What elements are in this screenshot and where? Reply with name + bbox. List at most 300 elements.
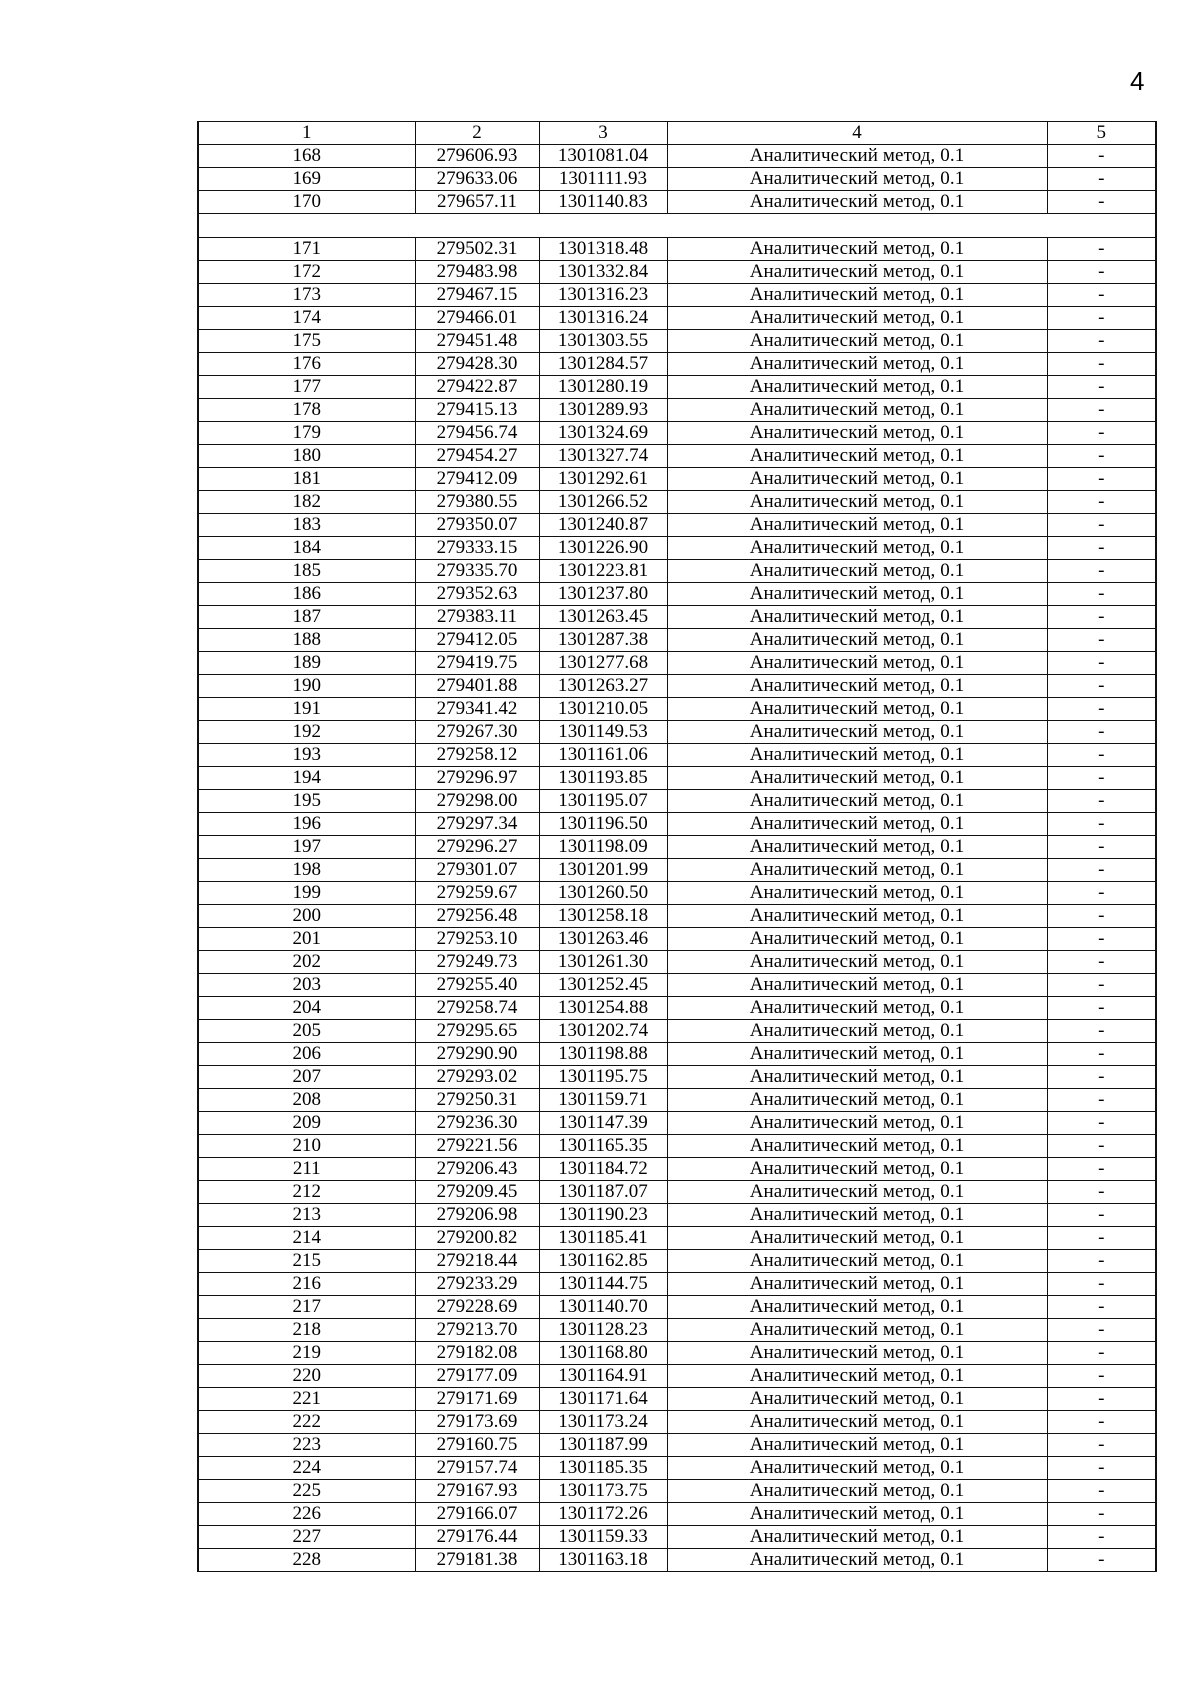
y-coordinate-cell: 1301184.72 bbox=[539, 1158, 667, 1181]
x-coordinate-cell: 279466.01 bbox=[415, 307, 539, 330]
y-coordinate-cell: 1301195.07 bbox=[539, 790, 667, 813]
note-cell: - bbox=[1047, 882, 1156, 905]
note-cell: - bbox=[1047, 514, 1156, 537]
point-number-cell: 217 bbox=[198, 1296, 415, 1319]
note-cell: - bbox=[1047, 606, 1156, 629]
method-cell: Аналитический метод, 0.1 bbox=[667, 1526, 1047, 1549]
x-coordinate-cell: 279428.30 bbox=[415, 353, 539, 376]
coordinates-table bbox=[197, 121, 1157, 1572]
x-coordinate-cell: 279258.12 bbox=[415, 744, 539, 767]
point-number-cell: 201 bbox=[198, 928, 415, 951]
point-number-cell: 216 bbox=[198, 1273, 415, 1296]
table-row bbox=[198, 859, 1156, 882]
point-number-cell: 195 bbox=[198, 790, 415, 813]
x-coordinate-cell: 279160.75 bbox=[415, 1434, 539, 1457]
point-number-cell: 200 bbox=[198, 905, 415, 928]
point-number-cell: 202 bbox=[198, 951, 415, 974]
note-cell: - bbox=[1047, 928, 1156, 951]
table-row bbox=[198, 1480, 1156, 1503]
x-coordinate-cell: 279335.70 bbox=[415, 560, 539, 583]
table-row bbox=[198, 1434, 1156, 1457]
point-number-cell: 170 bbox=[198, 191, 415, 214]
point-number-cell: 193 bbox=[198, 744, 415, 767]
method-cell: Аналитический метод, 0.1 bbox=[667, 974, 1047, 997]
method-cell: Аналитический метод, 0.1 bbox=[667, 882, 1047, 905]
method-cell: Аналитический метод, 0.1 bbox=[667, 1089, 1047, 1112]
note-cell: - bbox=[1047, 1250, 1156, 1273]
table-row bbox=[198, 1089, 1156, 1112]
method-cell: Аналитический метод, 0.1 bbox=[667, 629, 1047, 652]
method-cell: Аналитический метод, 0.1 bbox=[667, 468, 1047, 491]
note-cell: - bbox=[1047, 1020, 1156, 1043]
note-cell: - bbox=[1047, 583, 1156, 606]
table-row bbox=[198, 168, 1156, 191]
point-number-cell: 219 bbox=[198, 1342, 415, 1365]
y-coordinate-cell: 1301159.71 bbox=[539, 1089, 667, 1112]
x-coordinate-cell: 279253.10 bbox=[415, 928, 539, 951]
header-cell: 3 bbox=[539, 122, 667, 145]
table-row bbox=[198, 537, 1156, 560]
note-cell: - bbox=[1047, 744, 1156, 767]
point-number-cell: 199 bbox=[198, 882, 415, 905]
point-number-cell: 175 bbox=[198, 330, 415, 353]
table-row bbox=[198, 284, 1156, 307]
point-number-cell: 209 bbox=[198, 1112, 415, 1135]
point-number-cell: 204 bbox=[198, 997, 415, 1020]
note-cell: - bbox=[1047, 1112, 1156, 1135]
table-row bbox=[198, 767, 1156, 790]
note-cell: - bbox=[1047, 1480, 1156, 1503]
x-coordinate-cell: 279250.31 bbox=[415, 1089, 539, 1112]
point-number-cell: 174 bbox=[198, 307, 415, 330]
point-number-cell: 221 bbox=[198, 1388, 415, 1411]
note-cell: - bbox=[1047, 261, 1156, 284]
x-coordinate-cell: 279422.87 bbox=[415, 376, 539, 399]
point-number-cell: 176 bbox=[198, 353, 415, 376]
method-cell: Аналитический метод, 0.1 bbox=[667, 261, 1047, 284]
x-coordinate-cell: 279182.08 bbox=[415, 1342, 539, 1365]
x-coordinate-cell: 279419.75 bbox=[415, 652, 539, 675]
x-coordinate-cell: 279415.13 bbox=[415, 399, 539, 422]
note-cell: - bbox=[1047, 537, 1156, 560]
point-number-cell: 227 bbox=[198, 1526, 415, 1549]
note-cell: - bbox=[1047, 560, 1156, 583]
note-cell: - bbox=[1047, 1388, 1156, 1411]
table-row bbox=[198, 1296, 1156, 1319]
method-cell: Аналитический метод, 0.1 bbox=[667, 514, 1047, 537]
note-cell: - bbox=[1047, 905, 1156, 928]
x-coordinate-cell: 279502.31 bbox=[415, 238, 539, 261]
table-row bbox=[198, 353, 1156, 376]
x-coordinate-cell: 279633.06 bbox=[415, 168, 539, 191]
table-row bbox=[198, 1181, 1156, 1204]
method-cell: Аналитический метод, 0.1 bbox=[667, 1043, 1047, 1066]
note-cell: - bbox=[1047, 1342, 1156, 1365]
point-number-cell: 220 bbox=[198, 1365, 415, 1388]
table-row bbox=[198, 652, 1156, 675]
y-coordinate-cell: 1301196.50 bbox=[539, 813, 667, 836]
point-number-cell: 194 bbox=[198, 767, 415, 790]
table-row bbox=[198, 1135, 1156, 1158]
point-number-cell: 168 bbox=[198, 145, 415, 168]
method-cell: Аналитический метод, 0.1 bbox=[667, 376, 1047, 399]
x-coordinate-cell: 279352.63 bbox=[415, 583, 539, 606]
y-coordinate-cell: 1301240.87 bbox=[539, 514, 667, 537]
note-cell: - bbox=[1047, 330, 1156, 353]
y-coordinate-cell: 1301185.41 bbox=[539, 1227, 667, 1250]
point-number-cell: 190 bbox=[198, 675, 415, 698]
table-row bbox=[198, 1250, 1156, 1273]
x-coordinate-cell: 279221.56 bbox=[415, 1135, 539, 1158]
x-coordinate-cell: 279255.40 bbox=[415, 974, 539, 997]
note-cell: - bbox=[1047, 491, 1156, 514]
note-cell: - bbox=[1047, 307, 1156, 330]
table-row bbox=[198, 1020, 1156, 1043]
note-cell: - bbox=[1047, 422, 1156, 445]
note-cell: - bbox=[1047, 1365, 1156, 1388]
y-coordinate-cell: 1301187.99 bbox=[539, 1434, 667, 1457]
y-coordinate-cell: 1301171.64 bbox=[539, 1388, 667, 1411]
x-coordinate-cell: 279380.55 bbox=[415, 491, 539, 514]
table-row bbox=[198, 1365, 1156, 1388]
table-row bbox=[198, 376, 1156, 399]
method-cell: Аналитический метод, 0.1 bbox=[667, 859, 1047, 882]
point-number-cell: 182 bbox=[198, 491, 415, 514]
table-row bbox=[198, 1227, 1156, 1250]
method-cell: Аналитический метод, 0.1 bbox=[667, 1503, 1047, 1526]
table-row bbox=[198, 836, 1156, 859]
point-number-cell: 184 bbox=[198, 537, 415, 560]
table-row bbox=[198, 583, 1156, 606]
note-cell: - bbox=[1047, 1181, 1156, 1204]
point-number-cell: 178 bbox=[198, 399, 415, 422]
x-coordinate-cell: 279176.44 bbox=[415, 1526, 539, 1549]
table-row bbox=[198, 744, 1156, 767]
y-coordinate-cell: 1301185.35 bbox=[539, 1457, 667, 1480]
method-cell: Аналитический метод, 0.1 bbox=[667, 284, 1047, 307]
method-cell: Аналитический метод, 0.1 bbox=[667, 1388, 1047, 1411]
x-coordinate-cell: 279206.98 bbox=[415, 1204, 539, 1227]
table-row bbox=[198, 1411, 1156, 1434]
x-coordinate-cell: 279350.07 bbox=[415, 514, 539, 537]
method-cell: Аналитический метод, 0.1 bbox=[667, 1411, 1047, 1434]
method-cell: Аналитический метод, 0.1 bbox=[667, 997, 1047, 1020]
note-cell: - bbox=[1047, 675, 1156, 698]
point-number-cell: 198 bbox=[198, 859, 415, 882]
table-row bbox=[198, 1112, 1156, 1135]
y-coordinate-cell: 1301111.93 bbox=[539, 168, 667, 191]
note-cell: - bbox=[1047, 1457, 1156, 1480]
table-header-row bbox=[198, 122, 1156, 145]
method-cell: Аналитический метод, 0.1 bbox=[667, 353, 1047, 376]
y-coordinate-cell: 1301163.18 bbox=[539, 1549, 667, 1572]
method-cell: Аналитический метод, 0.1 bbox=[667, 1342, 1047, 1365]
x-coordinate-cell: 279236.30 bbox=[415, 1112, 539, 1135]
method-cell: Аналитический метод, 0.1 bbox=[667, 790, 1047, 813]
note-cell: - bbox=[1047, 974, 1156, 997]
method-cell: Аналитический метод, 0.1 bbox=[667, 1273, 1047, 1296]
table-row bbox=[198, 974, 1156, 997]
method-cell: Аналитический метод, 0.1 bbox=[667, 1181, 1047, 1204]
method-cell: Аналитический метод, 0.1 bbox=[667, 1480, 1047, 1503]
point-number-cell: 207 bbox=[198, 1066, 415, 1089]
point-number-cell: 186 bbox=[198, 583, 415, 606]
y-coordinate-cell: 1301168.80 bbox=[539, 1342, 667, 1365]
y-coordinate-cell: 1301201.99 bbox=[539, 859, 667, 882]
method-cell: Аналитический метод, 0.1 bbox=[667, 168, 1047, 191]
table-row bbox=[198, 468, 1156, 491]
table-row bbox=[198, 1526, 1156, 1549]
table-row bbox=[198, 491, 1156, 514]
x-coordinate-cell: 279267.30 bbox=[415, 721, 539, 744]
x-coordinate-cell: 279173.69 bbox=[415, 1411, 539, 1434]
method-cell: Аналитический метод, 0.1 bbox=[667, 744, 1047, 767]
note-cell: - bbox=[1047, 1549, 1156, 1572]
y-coordinate-cell: 1301226.90 bbox=[539, 537, 667, 560]
y-coordinate-cell: 1301198.88 bbox=[539, 1043, 667, 1066]
y-coordinate-cell: 1301149.53 bbox=[539, 721, 667, 744]
note-cell: - bbox=[1047, 1273, 1156, 1296]
x-coordinate-cell: 279296.27 bbox=[415, 836, 539, 859]
y-coordinate-cell: 1301316.24 bbox=[539, 307, 667, 330]
point-number-cell: 191 bbox=[198, 698, 415, 721]
y-coordinate-cell: 1301258.18 bbox=[539, 905, 667, 928]
table-row bbox=[198, 445, 1156, 468]
x-coordinate-cell: 279333.15 bbox=[415, 537, 539, 560]
table-row bbox=[198, 790, 1156, 813]
x-coordinate-cell: 279298.00 bbox=[415, 790, 539, 813]
point-number-cell: 206 bbox=[198, 1043, 415, 1066]
note-cell: - bbox=[1047, 997, 1156, 1020]
table-row bbox=[198, 238, 1156, 261]
x-coordinate-cell: 279454.27 bbox=[415, 445, 539, 468]
table-row bbox=[198, 330, 1156, 353]
x-coordinate-cell: 279157.74 bbox=[415, 1457, 539, 1480]
y-coordinate-cell: 1301187.07 bbox=[539, 1181, 667, 1204]
table-row bbox=[198, 882, 1156, 905]
y-coordinate-cell: 1301202.74 bbox=[539, 1020, 667, 1043]
y-coordinate-cell: 1301287.38 bbox=[539, 629, 667, 652]
point-number-cell: 197 bbox=[198, 836, 415, 859]
y-coordinate-cell: 1301198.09 bbox=[539, 836, 667, 859]
method-cell: Аналитический метод, 0.1 bbox=[667, 905, 1047, 928]
note-cell: - bbox=[1047, 1503, 1156, 1526]
point-number-cell: 222 bbox=[198, 1411, 415, 1434]
note-cell: - bbox=[1047, 1089, 1156, 1112]
table-row bbox=[198, 1158, 1156, 1181]
y-coordinate-cell: 1301263.27 bbox=[539, 675, 667, 698]
y-coordinate-cell: 1301140.70 bbox=[539, 1296, 667, 1319]
y-coordinate-cell: 1301289.93 bbox=[539, 399, 667, 422]
y-coordinate-cell: 1301292.61 bbox=[539, 468, 667, 491]
x-coordinate-cell: 279218.44 bbox=[415, 1250, 539, 1273]
method-cell: Аналитический метод, 0.1 bbox=[667, 675, 1047, 698]
page-number: 4 bbox=[1130, 66, 1145, 96]
point-number-cell: 214 bbox=[198, 1227, 415, 1250]
table-row bbox=[198, 560, 1156, 583]
y-coordinate-cell: 1301316.23 bbox=[539, 284, 667, 307]
point-number-cell: 169 bbox=[198, 168, 415, 191]
table-row bbox=[198, 928, 1156, 951]
point-number-cell: 187 bbox=[198, 606, 415, 629]
y-coordinate-cell: 1301195.75 bbox=[539, 1066, 667, 1089]
point-number-cell: 205 bbox=[198, 1020, 415, 1043]
x-coordinate-cell: 279341.42 bbox=[415, 698, 539, 721]
x-coordinate-cell: 279412.05 bbox=[415, 629, 539, 652]
y-coordinate-cell: 1301210.05 bbox=[539, 698, 667, 721]
point-number-cell: 192 bbox=[198, 721, 415, 744]
method-cell: Аналитический метод, 0.1 bbox=[667, 1434, 1047, 1457]
table-row bbox=[198, 951, 1156, 974]
y-coordinate-cell: 1301324.69 bbox=[539, 422, 667, 445]
table-row bbox=[198, 698, 1156, 721]
x-coordinate-cell: 279401.88 bbox=[415, 675, 539, 698]
x-coordinate-cell: 279383.11 bbox=[415, 606, 539, 629]
y-coordinate-cell: 1301318.48 bbox=[539, 238, 667, 261]
method-cell: Аналитический метод, 0.1 bbox=[667, 445, 1047, 468]
method-cell: Аналитический метод, 0.1 bbox=[667, 1158, 1047, 1181]
point-number-cell: 183 bbox=[198, 514, 415, 537]
table-row bbox=[198, 721, 1156, 744]
note-cell: - bbox=[1047, 813, 1156, 836]
method-cell: Аналитический метод, 0.1 bbox=[667, 1457, 1047, 1480]
point-number-cell: 224 bbox=[198, 1457, 415, 1480]
coordinates-table-body bbox=[198, 122, 1156, 1572]
x-coordinate-cell: 279657.11 bbox=[415, 191, 539, 214]
table-row bbox=[198, 1319, 1156, 1342]
y-coordinate-cell: 1301266.52 bbox=[539, 491, 667, 514]
header-cell: 1 bbox=[198, 122, 415, 145]
y-coordinate-cell: 1301159.33 bbox=[539, 1526, 667, 1549]
y-coordinate-cell: 1301327.74 bbox=[539, 445, 667, 468]
note-cell: - bbox=[1047, 191, 1156, 214]
y-coordinate-cell: 1301263.45 bbox=[539, 606, 667, 629]
method-cell: Аналитический метод, 0.1 bbox=[667, 191, 1047, 214]
table-row bbox=[198, 675, 1156, 698]
method-cell: Аналитический метод, 0.1 bbox=[667, 307, 1047, 330]
method-cell: Аналитический метод, 0.1 bbox=[667, 1365, 1047, 1388]
method-cell: Аналитический метод, 0.1 bbox=[667, 422, 1047, 445]
x-coordinate-cell: 279166.07 bbox=[415, 1503, 539, 1526]
table-row bbox=[198, 1549, 1156, 1572]
note-cell: - bbox=[1047, 399, 1156, 422]
method-cell: Аналитический метод, 0.1 bbox=[667, 1549, 1047, 1572]
method-cell: Аналитический метод, 0.1 bbox=[667, 1296, 1047, 1319]
note-cell: - bbox=[1047, 1204, 1156, 1227]
point-number-cell: 185 bbox=[198, 560, 415, 583]
y-coordinate-cell: 1301165.35 bbox=[539, 1135, 667, 1158]
y-coordinate-cell: 1301173.75 bbox=[539, 1480, 667, 1503]
x-coordinate-cell: 279606.93 bbox=[415, 145, 539, 168]
method-cell: Аналитический метод, 0.1 bbox=[667, 928, 1047, 951]
point-number-cell: 213 bbox=[198, 1204, 415, 1227]
point-number-cell: 211 bbox=[198, 1158, 415, 1181]
y-coordinate-cell: 1301277.68 bbox=[539, 652, 667, 675]
method-cell: Аналитический метод, 0.1 bbox=[667, 767, 1047, 790]
table-row bbox=[198, 905, 1156, 928]
y-coordinate-cell: 1301193.85 bbox=[539, 767, 667, 790]
point-number-cell: 181 bbox=[198, 468, 415, 491]
note-cell: - bbox=[1047, 376, 1156, 399]
x-coordinate-cell: 279200.82 bbox=[415, 1227, 539, 1250]
method-cell: Аналитический метод, 0.1 bbox=[667, 1112, 1047, 1135]
y-coordinate-cell: 1301284.57 bbox=[539, 353, 667, 376]
table-row bbox=[198, 261, 1156, 284]
note-cell: - bbox=[1047, 698, 1156, 721]
note-cell: - bbox=[1047, 629, 1156, 652]
note-cell: - bbox=[1047, 1227, 1156, 1250]
table-row bbox=[198, 1273, 1156, 1296]
method-cell: Аналитический метод, 0.1 bbox=[667, 813, 1047, 836]
table-row bbox=[198, 307, 1156, 330]
method-cell: Аналитический метод, 0.1 bbox=[667, 951, 1047, 974]
x-coordinate-cell: 279451.48 bbox=[415, 330, 539, 353]
point-number-cell: 208 bbox=[198, 1089, 415, 1112]
x-coordinate-cell: 279213.70 bbox=[415, 1319, 539, 1342]
note-cell: - bbox=[1047, 767, 1156, 790]
note-cell: - bbox=[1047, 468, 1156, 491]
point-number-cell: 180 bbox=[198, 445, 415, 468]
method-cell: Аналитический метод, 0.1 bbox=[667, 1227, 1047, 1250]
x-coordinate-cell: 279256.48 bbox=[415, 905, 539, 928]
header-cell: 2 bbox=[415, 122, 539, 145]
x-coordinate-cell: 279467.15 bbox=[415, 284, 539, 307]
header-cell: 4 bbox=[667, 122, 1047, 145]
y-coordinate-cell: 1301332.84 bbox=[539, 261, 667, 284]
point-number-cell: 171 bbox=[198, 238, 415, 261]
method-cell: Аналитический метод, 0.1 bbox=[667, 836, 1047, 859]
y-coordinate-cell: 1301144.75 bbox=[539, 1273, 667, 1296]
y-coordinate-cell: 1301254.88 bbox=[539, 997, 667, 1020]
note-cell: - bbox=[1047, 951, 1156, 974]
method-cell: Аналитический метод, 0.1 bbox=[667, 330, 1047, 353]
y-coordinate-cell: 1301161.06 bbox=[539, 744, 667, 767]
y-coordinate-cell: 1301081.04 bbox=[539, 145, 667, 168]
x-coordinate-cell: 279206.43 bbox=[415, 1158, 539, 1181]
x-coordinate-cell: 279295.65 bbox=[415, 1020, 539, 1043]
y-coordinate-cell: 1301252.45 bbox=[539, 974, 667, 997]
point-number-cell: 203 bbox=[198, 974, 415, 997]
table-gap-row bbox=[198, 214, 1156, 238]
x-coordinate-cell: 279209.45 bbox=[415, 1181, 539, 1204]
method-cell: Аналитический метод, 0.1 bbox=[667, 1250, 1047, 1273]
y-coordinate-cell: 1301147.39 bbox=[539, 1112, 667, 1135]
note-cell: - bbox=[1047, 353, 1156, 376]
point-number-cell: 215 bbox=[198, 1250, 415, 1273]
y-coordinate-cell: 1301190.23 bbox=[539, 1204, 667, 1227]
y-coordinate-cell: 1301263.46 bbox=[539, 928, 667, 951]
note-cell: - bbox=[1047, 1526, 1156, 1549]
note-cell: - bbox=[1047, 145, 1156, 168]
note-cell: - bbox=[1047, 790, 1156, 813]
point-number-cell: 188 bbox=[198, 629, 415, 652]
note-cell: - bbox=[1047, 238, 1156, 261]
method-cell: Аналитический метод, 0.1 bbox=[667, 698, 1047, 721]
y-coordinate-cell: 1301303.55 bbox=[539, 330, 667, 353]
note-cell: - bbox=[1047, 445, 1156, 468]
note-cell: - bbox=[1047, 1434, 1156, 1457]
point-number-cell: 177 bbox=[198, 376, 415, 399]
table-row bbox=[198, 813, 1156, 836]
point-number-cell: 173 bbox=[198, 284, 415, 307]
method-cell: Аналитический метод, 0.1 bbox=[667, 1020, 1047, 1043]
x-coordinate-cell: 279233.29 bbox=[415, 1273, 539, 1296]
method-cell: Аналитический метод, 0.1 bbox=[667, 1204, 1047, 1227]
table-row bbox=[198, 1342, 1156, 1365]
point-number-cell: 228 bbox=[198, 1549, 415, 1572]
y-coordinate-cell: 1301173.24 bbox=[539, 1411, 667, 1434]
table-row bbox=[198, 629, 1156, 652]
